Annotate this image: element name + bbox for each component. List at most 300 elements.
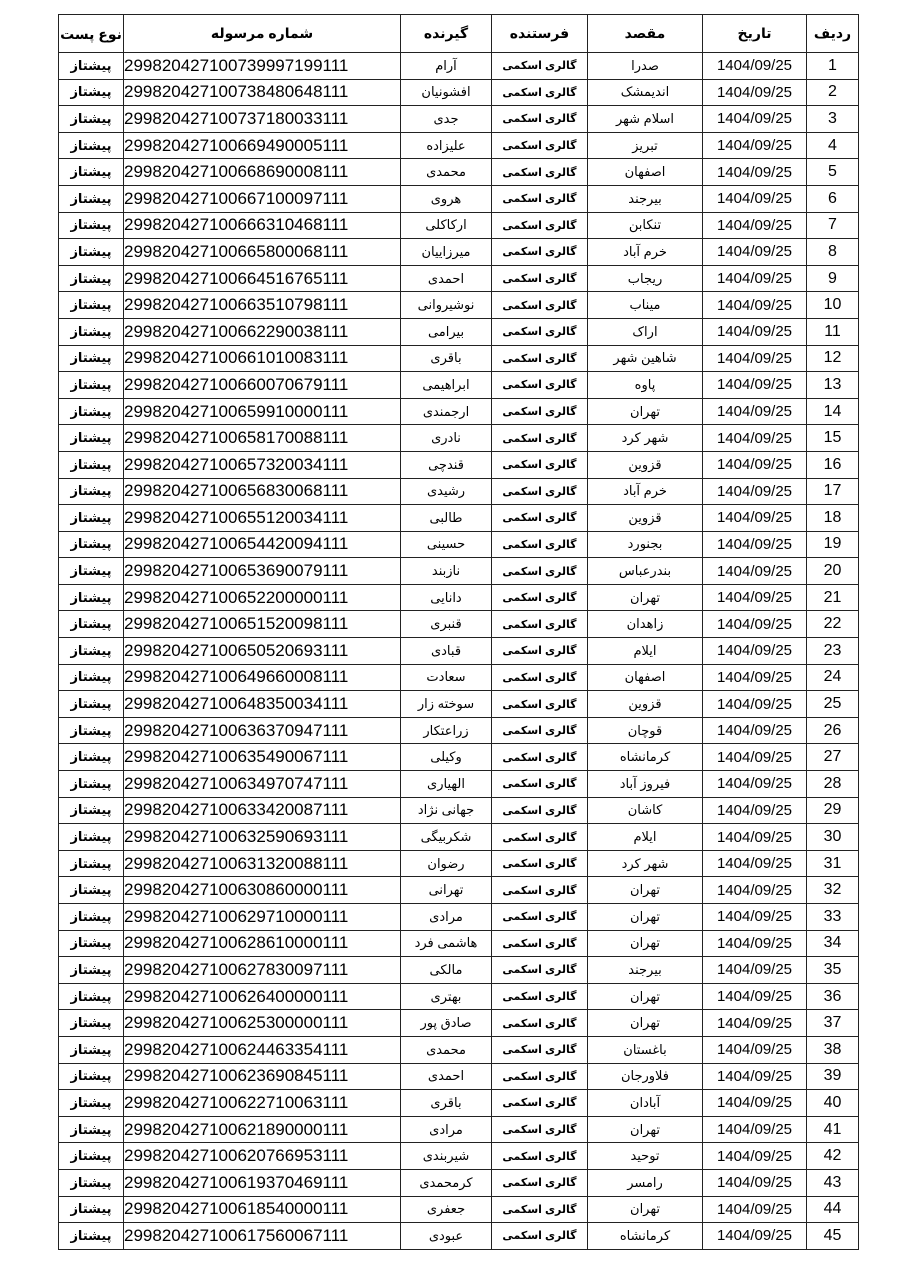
table-row — [59, 292, 859, 319]
row-tracking-number: 299820427100629710000111 — [124, 904, 401, 931]
row-receiver: سعادت — [401, 664, 492, 691]
row-post-type: پیشتاز — [59, 185, 124, 212]
row-destination: کاشان — [588, 797, 703, 824]
row-receiver: جعفری — [401, 1196, 492, 1223]
row-date: 1404/09/25 — [703, 531, 807, 558]
table-row — [59, 983, 859, 1010]
row-receiver: احمدی — [401, 1063, 492, 1090]
row-destination: تهران — [588, 904, 703, 931]
table-row — [59, 877, 859, 904]
row-destination: اراک — [588, 318, 703, 345]
row-destination: رامسر — [588, 1169, 703, 1196]
row-tracking-number: 299820427100658170088111 — [124, 425, 401, 452]
row-post-type: پیشتاز — [59, 531, 124, 558]
row-date: 1404/09/25 — [703, 1090, 807, 1117]
row-tracking-number: 299820427100665800068111 — [124, 239, 401, 266]
row-post-type: پیشتاز — [59, 239, 124, 266]
row-destination: تهران — [588, 930, 703, 957]
row-sender: گالری اسکمی — [492, 265, 588, 292]
row-receiver: مرادی — [401, 1116, 492, 1143]
row-destination: کرمانشاه — [588, 1223, 703, 1250]
row-sender: گالری اسکمی — [492, 611, 588, 638]
row-index: 43 — [807, 1169, 859, 1196]
row-index: 45 — [807, 1223, 859, 1250]
row-receiver: میرزاییان — [401, 239, 492, 266]
row-tracking-number: 299820427100652200000111 — [124, 584, 401, 611]
row-destination: تبریز — [588, 132, 703, 159]
row-receiver: بیرامی — [401, 318, 492, 345]
row-tracking-number: 299820427100633420087111 — [124, 797, 401, 824]
table-row — [59, 1090, 859, 1117]
row-sender: گالری اسکمی — [492, 797, 588, 824]
table-row — [59, 1169, 859, 1196]
row-post-type: پیشتاز — [59, 265, 124, 292]
row-date: 1404/09/25 — [703, 717, 807, 744]
row-date: 1404/09/25 — [703, 584, 807, 611]
row-post-type: پیشتاز — [59, 345, 124, 372]
row-post-type: پیشتاز — [59, 159, 124, 186]
row-sender: گالری اسکمی — [492, 79, 588, 106]
table-row — [59, 1196, 859, 1223]
row-post-type: پیشتاز — [59, 212, 124, 239]
row-destination: شهر کرد — [588, 850, 703, 877]
row-tracking-number: 299820427100668690008111 — [124, 159, 401, 186]
row-post-type: پیشتاز — [59, 611, 124, 638]
row-tracking-number: 299820427100651520098111 — [124, 611, 401, 638]
row-receiver: دانایی — [401, 584, 492, 611]
table-row — [59, 691, 859, 718]
row-tracking-number: 299820427100655120034111 — [124, 505, 401, 532]
table-row — [59, 79, 859, 106]
row-destination: قزوین — [588, 451, 703, 478]
row-tracking-number: 299820427100664516765111 — [124, 265, 401, 292]
table-row — [59, 159, 859, 186]
row-destination: تهران — [588, 584, 703, 611]
row-date: 1404/09/25 — [703, 1063, 807, 1090]
row-sender: گالری اسکمی — [492, 744, 588, 771]
table-row — [59, 345, 859, 372]
row-sender: گالری اسکمی — [492, 345, 588, 372]
row-date: 1404/09/25 — [703, 850, 807, 877]
row-receiver: قندچی — [401, 451, 492, 478]
row-receiver: اركاكلی — [401, 212, 492, 239]
row-sender: گالری اسکمی — [492, 824, 588, 851]
row-sender: گالری اسکمی — [492, 983, 588, 1010]
row-index: 7 — [807, 212, 859, 239]
table-row — [59, 531, 859, 558]
row-tracking-number: 299820427100630860000111 — [124, 877, 401, 904]
table-row — [59, 771, 859, 798]
row-destination: تهران — [588, 398, 703, 425]
row-destination: ریجاب — [588, 265, 703, 292]
shipment-table — [58, 14, 859, 1250]
row-sender: گالری اسکمی — [492, 717, 588, 744]
row-tracking-number: 299820427100635490067111 — [124, 744, 401, 771]
row-index: 19 — [807, 531, 859, 558]
row-tracking-number: 299820427100650520693111 — [124, 638, 401, 665]
row-post-type: پیشتاز — [59, 850, 124, 877]
row-date: 1404/09/25 — [703, 558, 807, 585]
row-receiver: باقری — [401, 1090, 492, 1117]
row-receiver: علیزاده — [401, 132, 492, 159]
row-index: 32 — [807, 877, 859, 904]
row-destination: تهران — [588, 983, 703, 1010]
header-date: تاریخ — [703, 15, 807, 53]
row-tracking-number: 299820427100660070679111 — [124, 372, 401, 399]
row-destination: توحید — [588, 1143, 703, 1170]
row-tracking-number: 299820427100620766953111 — [124, 1143, 401, 1170]
row-tracking-number: 299820427100622710063111 — [124, 1090, 401, 1117]
row-receiver: وکیلی — [401, 744, 492, 771]
header-post-type: نوع پست — [59, 15, 124, 53]
row-post-type: پیشتاز — [59, 372, 124, 399]
row-post-type: پیشتاز — [59, 1169, 124, 1196]
row-destination: صدرا — [588, 53, 703, 80]
table-row — [59, 239, 859, 266]
row-index: 23 — [807, 638, 859, 665]
row-post-type: پیشتاز — [59, 744, 124, 771]
row-post-type: پیشتاز — [59, 584, 124, 611]
row-sender: گالری اسکمی — [492, 132, 588, 159]
row-date: 1404/09/25 — [703, 106, 807, 133]
row-date: 1404/09/25 — [703, 451, 807, 478]
row-index: 24 — [807, 664, 859, 691]
row-sender: گالری اسکمی — [492, 1196, 588, 1223]
row-post-type: پیشتاز — [59, 717, 124, 744]
row-post-type: پیشتاز — [59, 638, 124, 665]
row-destination: فیروز آباد — [588, 771, 703, 798]
row-tracking-number: 299820427100636370947111 — [124, 717, 401, 744]
row-index: 22 — [807, 611, 859, 638]
row-date: 1404/09/25 — [703, 1010, 807, 1037]
row-index: 18 — [807, 505, 859, 532]
row-destination: آبادان — [588, 1090, 703, 1117]
row-sender: گالری اسکمی — [492, 398, 588, 425]
row-receiver: عبودی — [401, 1223, 492, 1250]
row-date: 1404/09/25 — [703, 265, 807, 292]
row-index: 27 — [807, 744, 859, 771]
row-post-type: پیشتاز — [59, 79, 124, 106]
row-date: 1404/09/25 — [703, 957, 807, 984]
row-receiver: محمدی — [401, 1036, 492, 1063]
row-sender: گالری اسکمی — [492, 372, 588, 399]
row-destination: اندیمشک — [588, 79, 703, 106]
row-date: 1404/09/25 — [703, 1143, 807, 1170]
row-sender: گالری اسکمی — [492, 292, 588, 319]
row-tracking-number: 299820427100648350034111 — [124, 691, 401, 718]
row-index: 14 — [807, 398, 859, 425]
table-row — [59, 930, 859, 957]
row-tracking-number: 299820427100663510798111 — [124, 292, 401, 319]
row-receiver: شیربندی — [401, 1143, 492, 1170]
row-tracking-number: 299820427100738480648111 — [124, 79, 401, 106]
row-post-type: پیشتاز — [59, 797, 124, 824]
row-receiver: صادق پور — [401, 1010, 492, 1037]
table-row — [59, 398, 859, 425]
row-sender: گالری اسکمی — [492, 664, 588, 691]
row-date: 1404/09/25 — [703, 345, 807, 372]
row-receiver: احمدی — [401, 265, 492, 292]
row-tracking-number: 299820427100669490005111 — [124, 132, 401, 159]
row-tracking-number: 299820427100617560067111 — [124, 1223, 401, 1250]
table-row — [59, 824, 859, 851]
table-row — [59, 53, 859, 80]
table-row — [59, 132, 859, 159]
row-index: 13 — [807, 372, 859, 399]
row-destination: بندرعباس — [588, 558, 703, 585]
row-destination: قوچان — [588, 717, 703, 744]
row-date: 1404/09/25 — [703, 79, 807, 106]
row-destination: تهران — [588, 1116, 703, 1143]
row-tracking-number: 299820427100634970747111 — [124, 771, 401, 798]
table-row — [59, 1036, 859, 1063]
row-sender: گالری اسکمی — [492, 425, 588, 452]
row-date: 1404/09/25 — [703, 159, 807, 186]
row-sender: گالری اسکمی — [492, 1090, 588, 1117]
row-sender: گالری اسکمی — [492, 584, 588, 611]
row-date: 1404/09/25 — [703, 691, 807, 718]
row-index: 26 — [807, 717, 859, 744]
row-post-type: پیشتاز — [59, 478, 124, 505]
table-row — [59, 372, 859, 399]
row-tracking-number: 299820427100659910000111 — [124, 398, 401, 425]
row-tracking-number: 299820427100662290038111 — [124, 318, 401, 345]
table-row — [59, 850, 859, 877]
row-tracking-number: 299820427100739997199111 — [124, 53, 401, 80]
row-destination: اصفهان — [588, 159, 703, 186]
table-row — [59, 584, 859, 611]
row-receiver: الهیاری — [401, 771, 492, 798]
row-date: 1404/09/25 — [703, 132, 807, 159]
row-sender: گالری اسکمی — [492, 1169, 588, 1196]
row-destination: شاهین شهر — [588, 345, 703, 372]
row-tracking-number: 299820427100619370469111 — [124, 1169, 401, 1196]
row-tracking-number: 299820427100628610000111 — [124, 930, 401, 957]
row-tracking-number: 299820427100631320088111 — [124, 850, 401, 877]
row-sender: گالری اسکمی — [492, 1116, 588, 1143]
row-date: 1404/09/25 — [703, 771, 807, 798]
row-sender: گالری اسکمی — [492, 531, 588, 558]
row-receiver: جهانی نژاد — [401, 797, 492, 824]
table-row — [59, 638, 859, 665]
row-post-type: پیشتاز — [59, 1223, 124, 1250]
row-destination: شهر کرد — [588, 425, 703, 452]
table-row — [59, 904, 859, 931]
row-index: 31 — [807, 850, 859, 877]
row-index: 4 — [807, 132, 859, 159]
row-receiver: بهتری — [401, 983, 492, 1010]
row-destination: ایلام — [588, 824, 703, 851]
row-date: 1404/09/25 — [703, 638, 807, 665]
row-destination: باغستان — [588, 1036, 703, 1063]
row-destination: زاهدان — [588, 611, 703, 638]
row-tracking-number: 299820427100623690845111 — [124, 1063, 401, 1090]
row-receiver: کرمحمدی — [401, 1169, 492, 1196]
row-receiver: زراعتکار — [401, 717, 492, 744]
row-sender: گالری اسکمی — [492, 771, 588, 798]
row-date: 1404/09/25 — [703, 930, 807, 957]
table-row — [59, 478, 859, 505]
table-row — [59, 717, 859, 744]
row-date: 1404/09/25 — [703, 1116, 807, 1143]
row-tracking-number: 299820427100618540000111 — [124, 1196, 401, 1223]
row-tracking-number: 299820427100653690079111 — [124, 558, 401, 585]
row-index: 41 — [807, 1116, 859, 1143]
row-sender: گالری اسکمی — [492, 877, 588, 904]
row-destination: خرم آباد — [588, 239, 703, 266]
row-date: 1404/09/25 — [703, 53, 807, 80]
row-destination: تهران — [588, 1196, 703, 1223]
table-row — [59, 505, 859, 532]
row-post-type: پیشتاز — [59, 1090, 124, 1117]
row-receiver: قنبری — [401, 611, 492, 638]
row-receiver: هروی — [401, 185, 492, 212]
row-destination: بیرجند — [588, 957, 703, 984]
row-post-type: پیشتاز — [59, 664, 124, 691]
row-index: 3 — [807, 106, 859, 133]
row-date: 1404/09/25 — [703, 824, 807, 851]
row-sender: گالری اسکمی — [492, 1036, 588, 1063]
row-receiver: رشیدی — [401, 478, 492, 505]
header-destination: مقصد — [588, 15, 703, 53]
table-row — [59, 1116, 859, 1143]
row-sender: گالری اسکمی — [492, 185, 588, 212]
row-sender: گالری اسکمی — [492, 1143, 588, 1170]
row-tracking-number: 299820427100626400000111 — [124, 983, 401, 1010]
row-tracking-number: 299820427100667100097111 — [124, 185, 401, 212]
row-index: 5 — [807, 159, 859, 186]
row-date: 1404/09/25 — [703, 877, 807, 904]
row-date: 1404/09/25 — [703, 185, 807, 212]
row-date: 1404/09/25 — [703, 904, 807, 931]
row-date: 1404/09/25 — [703, 1223, 807, 1250]
row-tracking-number: 299820427100624463354111 — [124, 1036, 401, 1063]
row-date: 1404/09/25 — [703, 797, 807, 824]
row-destination: تهران — [588, 877, 703, 904]
row-date: 1404/09/25 — [703, 744, 807, 771]
row-index: 28 — [807, 771, 859, 798]
row-index: 2 — [807, 79, 859, 106]
header-index: ردیف — [807, 15, 859, 53]
row-receiver: افشونیان — [401, 79, 492, 106]
row-tracking-number: 299820427100621890000111 — [124, 1116, 401, 1143]
row-sender: گالری اسکمی — [492, 212, 588, 239]
row-post-type: پیشتاز — [59, 1196, 124, 1223]
table-row — [59, 957, 859, 984]
row-sender: گالری اسکمی — [492, 159, 588, 186]
row-post-type: پیشتاز — [59, 106, 124, 133]
row-sender: گالری اسکمی — [492, 1063, 588, 1090]
table-row — [59, 265, 859, 292]
table-row — [59, 318, 859, 345]
row-post-type: پیشتاز — [59, 451, 124, 478]
row-date: 1404/09/25 — [703, 611, 807, 638]
row-post-type: پیشتاز — [59, 398, 124, 425]
row-post-type: پیشتاز — [59, 1010, 124, 1037]
row-date: 1404/09/25 — [703, 505, 807, 532]
row-post-type: پیشتاز — [59, 1063, 124, 1090]
row-index: 42 — [807, 1143, 859, 1170]
row-destination: کرمانشاه — [588, 744, 703, 771]
row-index: 1 — [807, 53, 859, 80]
row-index: 17 — [807, 478, 859, 505]
row-post-type: پیشتاز — [59, 904, 124, 931]
row-index: 40 — [807, 1090, 859, 1117]
row-tracking-number: 299820427100656830068111 — [124, 478, 401, 505]
row-destination: پاوه — [588, 372, 703, 399]
row-post-type: پیشتاز — [59, 132, 124, 159]
row-sender: گالری اسکمی — [492, 451, 588, 478]
row-post-type: پیشتاز — [59, 983, 124, 1010]
row-index: 34 — [807, 930, 859, 957]
table-row — [59, 212, 859, 239]
row-date: 1404/09/25 — [703, 664, 807, 691]
row-sender: گالری اسکمی — [492, 505, 588, 532]
row-destination: خرم آباد — [588, 478, 703, 505]
row-sender: گالری اسکمی — [492, 691, 588, 718]
row-destination: قزوین — [588, 691, 703, 718]
row-index: 35 — [807, 957, 859, 984]
row-index: 16 — [807, 451, 859, 478]
row-tracking-number: 299820427100737180033111 — [124, 106, 401, 133]
row-sender: گالری اسکمی — [492, 239, 588, 266]
table-row — [59, 185, 859, 212]
row-tracking-number: 299820427100625300000111 — [124, 1010, 401, 1037]
row-post-type: پیشتاز — [59, 318, 124, 345]
row-post-type: پیشتاز — [59, 691, 124, 718]
row-index: 33 — [807, 904, 859, 931]
row-date: 1404/09/25 — [703, 292, 807, 319]
row-receiver: طالبی — [401, 505, 492, 532]
table-row — [59, 664, 859, 691]
row-receiver: حسینی — [401, 531, 492, 558]
row-destination: ایلام — [588, 638, 703, 665]
row-receiver: ارجمندی — [401, 398, 492, 425]
row-index: 38 — [807, 1036, 859, 1063]
row-post-type: پیشتاز — [59, 957, 124, 984]
row-receiver: مالکی — [401, 957, 492, 984]
row-sender: گالری اسکمی — [492, 318, 588, 345]
row-receiver: هاشمی فرد — [401, 930, 492, 957]
row-sender: گالری اسکمی — [492, 106, 588, 133]
row-index: 30 — [807, 824, 859, 851]
row-destination: اصفهان — [588, 664, 703, 691]
table-row — [59, 744, 859, 771]
row-post-type: پیشتاز — [59, 505, 124, 532]
row-date: 1404/09/25 — [703, 983, 807, 1010]
row-destination: تنکابن — [588, 212, 703, 239]
row-destination: بیرجند — [588, 185, 703, 212]
row-receiver: نوشیروانی — [401, 292, 492, 319]
row-date: 1404/09/25 — [703, 318, 807, 345]
row-sender: گالری اسکمی — [492, 930, 588, 957]
row-sender: گالری اسکمی — [492, 904, 588, 931]
table-row — [59, 106, 859, 133]
row-sender: گالری اسکمی — [492, 1010, 588, 1037]
row-receiver: مرادی — [401, 904, 492, 931]
row-receiver: نازبند — [401, 558, 492, 585]
row-index: 6 — [807, 185, 859, 212]
row-index: 39 — [807, 1063, 859, 1090]
row-tracking-number: 299820427100654420094111 — [124, 531, 401, 558]
row-destination: تهران — [588, 1010, 703, 1037]
row-destination: میناب — [588, 292, 703, 319]
row-post-type: پیشتاز — [59, 1143, 124, 1170]
row-sender: گالری اسکمی — [492, 558, 588, 585]
row-post-type: پیشتاز — [59, 425, 124, 452]
row-post-type: پیشتاز — [59, 1116, 124, 1143]
row-index: 20 — [807, 558, 859, 585]
